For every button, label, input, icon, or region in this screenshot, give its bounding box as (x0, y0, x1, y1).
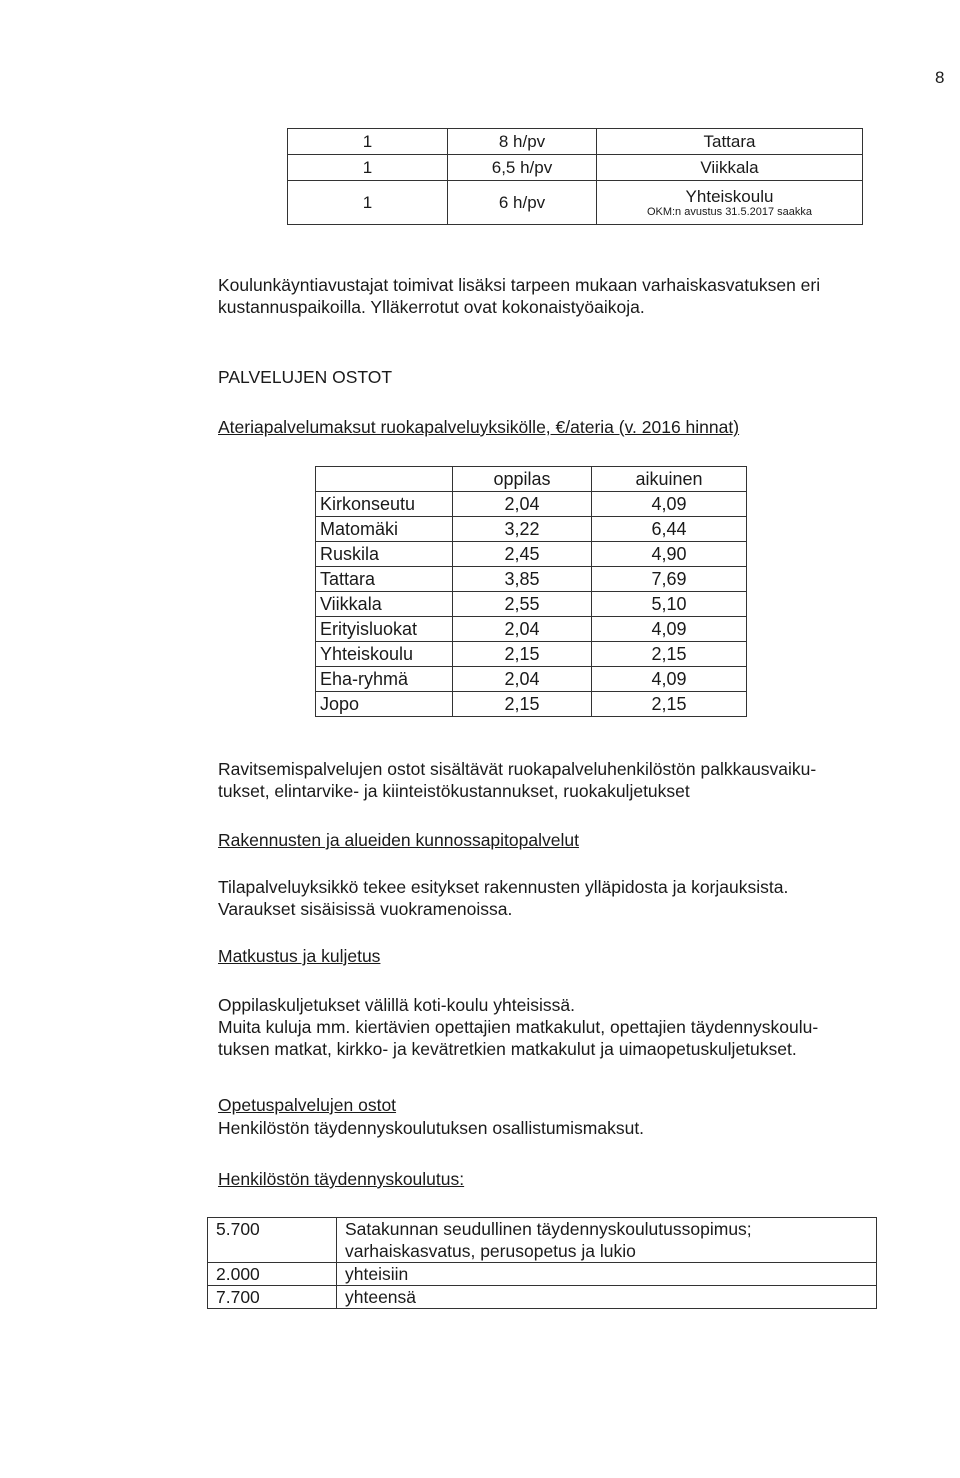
unit-name: Eha-ryhmä (316, 667, 453, 692)
maintenance-paragraph (218, 876, 788, 920)
pupil-price: 2,55 (453, 592, 592, 617)
staff-count: 1 (288, 181, 448, 225)
training-desc: yhteisiin (337, 1263, 877, 1286)
staff-hours: 6 h/pv (448, 181, 597, 225)
staff-table (287, 128, 863, 225)
training-amount: 5.700 (208, 1218, 337, 1263)
pupil-price: 2,15 (453, 692, 592, 717)
table-row (316, 542, 747, 567)
staff-count: 1 (288, 129, 448, 155)
pupil-price: 2,45 (453, 542, 592, 567)
adult-price: 2,15 (592, 642, 747, 667)
training-amount: 7.700 (208, 1286, 337, 1309)
adult-price: 4,09 (592, 617, 747, 642)
table-row (208, 1286, 877, 1309)
table-row (316, 492, 747, 517)
teaching-paragraph (218, 1117, 644, 1139)
unit-name: Yhteiskoulu (316, 642, 453, 667)
staff-place-cell (597, 181, 863, 225)
text-line: Muita kuluja mm. kiertävien opettajien matkakulut, opettajien täydennyskoulu- (218, 1017, 819, 1037)
travel-paragraph (218, 994, 818, 1060)
table-row (208, 1218, 877, 1263)
adult-price: 4,09 (592, 492, 747, 517)
pupil-price: 3,85 (453, 567, 592, 592)
adult-price: 5,10 (592, 592, 747, 617)
meal-heading: Ateriapalvelumaksut ruokapalveluyksikölle, €/ateria (v. 2016 hinnat) (218, 417, 740, 437)
text-line: Henkilöstön täydennyskoulutuksen osallistumismaksut. (218, 1118, 645, 1138)
text-line: Oppilaskuljetukset välillä koti-koulu yhteisissä. (218, 995, 575, 1015)
column-header: aikuinen (592, 467, 747, 492)
teaching-heading: Opetuspalvelujen ostot (218, 1095, 397, 1115)
staff-hours: 6,5 h/pv (448, 155, 597, 181)
catering-paragraph (218, 758, 816, 802)
intro-paragraph (218, 274, 820, 318)
staff-note: OKM:n avustus 31.5.2017 saakka (646, 206, 813, 218)
text-line: tuksen matkat, kirkko- ja kevätretkien matkakulut ja uimaopetuskuljetukset. (218, 1039, 797, 1059)
training-desc (337, 1218, 877, 1263)
unit-name: Matomäki (316, 517, 453, 542)
travel-heading: Matkustus ja kuljetus (218, 946, 381, 966)
table-row (288, 155, 863, 181)
table-row (316, 667, 747, 692)
text-line: varhaiskasvatus, perusopetus ja lukio (345, 1241, 636, 1261)
adult-price: 4,09 (592, 667, 747, 692)
table-row (316, 617, 747, 642)
unit-name: Tattara (316, 567, 453, 592)
training-table (207, 1217, 877, 1309)
text-line: tukset, elintarvike- ja kiinteistökustannukset, ruokakuljetukset (218, 781, 690, 801)
column-header (316, 467, 453, 492)
training-desc: yhteensä (337, 1286, 877, 1309)
text-line: Varaukset sisäisissä vuokramenoissa. (218, 899, 513, 919)
pupil-price: 2,04 (453, 492, 592, 517)
unit-name: Jopo (316, 692, 453, 717)
table-row (288, 129, 863, 155)
pupil-price: 2,04 (453, 667, 592, 692)
training-amount: 2.000 (208, 1263, 337, 1286)
column-header: oppilas (453, 467, 592, 492)
text-line: Tilapalveluyksikkö tekee esitykset rakennusten ylläpidosta ja korjauksista. (218, 877, 789, 897)
staff-place: Tattara (597, 129, 863, 155)
pupil-price: 2,04 (453, 617, 592, 642)
table-header-row (316, 467, 747, 492)
pupil-price: 3,22 (453, 517, 592, 542)
text-line: Ravitsemispalvelujen ostot sisältävät ruokapalveluhenkilöstön palkkausvaiku- (218, 759, 817, 779)
text-line: kustannuspaikoilla. Ylläkerrotut ovat kokonaistyöaikoja. (218, 297, 645, 317)
staff-place: Viikkala (597, 155, 863, 181)
table-row (316, 567, 747, 592)
unit-name: Kirkonseutu (316, 492, 453, 517)
section-title: PALVELUJEN OSTOT (218, 367, 393, 387)
training-heading: Henkilöstön täydennyskoulutus: (218, 1169, 465, 1189)
meal-price-table (315, 466, 747, 717)
staff-place: Yhteiskoulu (685, 187, 774, 206)
pupil-price: 2,15 (453, 642, 592, 667)
staff-count: 1 (288, 155, 448, 181)
page-number: 8 (935, 68, 945, 87)
table-row (316, 692, 747, 717)
text-line: Koulunkäyntiavustajat toimivat lisäksi tarpeen mukaan varhaiskasvatuksen eri (218, 275, 821, 295)
table-row (208, 1263, 877, 1286)
table-row (316, 517, 747, 542)
staff-hours: 8 h/pv (448, 129, 597, 155)
unit-name: Viikkala (316, 592, 453, 617)
adult-price: 7,69 (592, 567, 747, 592)
unit-name: Ruskila (316, 542, 453, 567)
unit-name: Erityisluokat (316, 617, 453, 642)
text-line: Satakunnan seudullinen täydennyskoulutussopimus; (345, 1219, 752, 1239)
table-row (288, 181, 863, 225)
maintenance-heading: Rakennusten ja alueiden kunnossapitopalvelut (218, 830, 579, 850)
adult-price: 4,90 (592, 542, 747, 567)
table-row (316, 642, 747, 667)
adult-price: 6,44 (592, 517, 747, 542)
table-row (316, 592, 747, 617)
adult-price: 2,15 (592, 692, 747, 717)
